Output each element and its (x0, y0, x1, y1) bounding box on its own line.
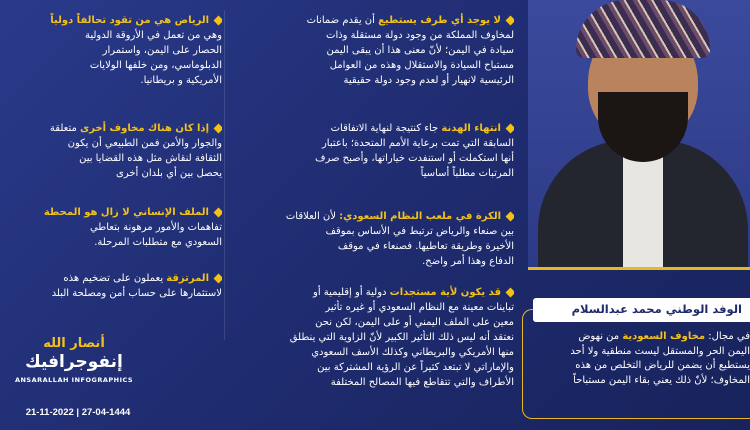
highlight-text: لا يوجد أي طرف يستطيع (378, 15, 501, 26)
publication-date: 21-11-2022 | 27-04-1444 (25, 407, 131, 418)
point-line (0, 121, 222, 136)
quote-line (530, 345, 750, 360)
point-item (234, 121, 514, 181)
point-line (234, 151, 514, 166)
speaker-name-banner: الوفد الوطني محمد عبدالسلام (533, 298, 750, 322)
point-line (234, 345, 514, 360)
point-line (234, 43, 514, 58)
point-item (234, 209, 514, 269)
bullet-icon (214, 207, 222, 217)
point-item (0, 13, 222, 88)
highlight-text: الكرة في ملعب النظام السعودي: (339, 211, 501, 222)
column-divider (224, 10, 225, 340)
point-line (234, 136, 514, 151)
point-line (0, 166, 222, 181)
point-line (0, 205, 222, 220)
body-text: في مجال: (705, 331, 750, 342)
point-line (0, 235, 222, 250)
point-line (234, 224, 514, 239)
highlight-text: المرتزقة (166, 273, 209, 284)
body-text: أن يقدم ضمانات (306, 15, 379, 26)
point-line (234, 330, 514, 345)
body-text: تفاهمات والأمور مرهونة بتعاطي (89, 222, 222, 233)
bullet-icon (506, 211, 514, 221)
quote-line (530, 359, 750, 374)
body-text: الحصار على اليمن، واستمرار (102, 45, 222, 56)
point-line (234, 254, 514, 269)
body-text: الدبلوماسي، ومن خلفها الولايات (89, 60, 222, 71)
body-text: والإماراتي لا تبتعد كثيراً عن الرؤية المشتركة بين (317, 362, 514, 373)
point-line (0, 220, 222, 235)
point-line (234, 375, 514, 390)
point-line (234, 360, 514, 375)
photo-frame (528, 0, 750, 270)
highlight-text: مخاوف السعودية (622, 331, 706, 342)
point-line (0, 286, 222, 301)
point-line (234, 121, 514, 136)
point-line (234, 166, 514, 181)
body-text: الأمريكية و بريطانيا. (140, 75, 222, 86)
point-line (0, 43, 222, 58)
point-item (0, 121, 222, 181)
bullet-icon (214, 15, 222, 25)
body-text: نعتقد أنه ليس ذلك التأثير الكبير لأنّ الزاوية التي ينطلق (289, 332, 514, 343)
point-line (234, 239, 514, 254)
body-text: لأن العلاقات (285, 211, 340, 222)
point-line (234, 285, 514, 300)
body-text: بين صنعاء والرياض ترتبط في الأساس بموقف (325, 226, 514, 237)
point-line (0, 58, 222, 73)
body-text: مستباح السيادة والاستقلال وهذه من العوامل (329, 60, 514, 71)
body-text: يعملون على تضخيم هذه (63, 273, 167, 284)
point-line (234, 209, 514, 224)
body-text: من نهوض (578, 331, 623, 342)
body-text: منها الأمريكي والبريطاني وكذلك الأسف السعودي (311, 347, 514, 358)
bullet-icon (506, 123, 514, 133)
body-text: يحصل بين أي بلدان أخرى (116, 168, 222, 179)
bullet-icon (214, 273, 222, 283)
body-text: سيادة في اليمن؛ لأنّ معنى هذا أن يبقى اليمن (326, 45, 514, 56)
body-text: والجوار والأمن فمن الطبيعي أن يكون (67, 138, 222, 149)
body-text: الدفاع وهذا أمر واضح. (422, 256, 514, 267)
point-line (234, 73, 514, 88)
highlight-text: الرياض هي من تقود تحالفاً دولياً (50, 15, 209, 26)
body-text: دولية أو إقليمية أو (312, 287, 390, 298)
logo-line-1: أنصار الله (43, 336, 105, 351)
body-text: الثقافة لنقاش مثل هذه القضايا بين (79, 153, 222, 164)
body-text: لمخاوف المملكة من وجود دولة مستقلة وذات (326, 30, 514, 41)
body-text: معين على الملف اليمني أو على اليمن، لكن نحن (315, 317, 514, 328)
bullet-icon (506, 287, 514, 297)
body-text: اليمن الحر والمستقل ليست منطقية ولا أحد (570, 345, 750, 357)
point-line (234, 28, 514, 43)
point-item (234, 13, 514, 88)
point-line (0, 13, 222, 28)
point-line (0, 271, 222, 286)
body-text: تباينات معينة مع النظام السعودي أو غيره تأثير (325, 302, 514, 313)
highlight-text: إذا كان هناك مخاوف أخرى (80, 123, 209, 134)
point-line (0, 151, 222, 166)
point-line (234, 13, 514, 28)
point-line (0, 136, 222, 151)
body-text: الرئيسية لانهيار أو لعدم وجود دولة حقيقية (343, 75, 514, 86)
body-text: يستطيع أن يضمن للرياض التخلص من هذه (575, 360, 750, 371)
quote-line (530, 374, 750, 389)
body-text: وهي من تعمل في الأروقة الدولية (85, 30, 222, 41)
highlight-text: انتهاء الهدنة (441, 123, 501, 134)
body-text: السعودي مع متطلبات المرحلة. (94, 237, 222, 248)
highlight-text: الملف الإنساني لا زال هو المحطة (43, 207, 209, 218)
point-item (0, 205, 222, 250)
body-text: المخاوف؛ لأنّ ذلك يعني بقاء اليمن مستباحاً (573, 374, 750, 386)
body-text: متعلقة (49, 123, 81, 134)
point-line (234, 315, 514, 330)
point-line (0, 73, 222, 88)
quote-text (530, 330, 750, 388)
point-item (0, 271, 222, 301)
point-line (0, 28, 222, 43)
bullet-icon (506, 15, 514, 25)
point-line (234, 58, 514, 73)
logo-english: ANSARALLAH INFOGRAPHICS (14, 376, 134, 384)
point-item (234, 285, 514, 390)
quote-line (530, 330, 750, 345)
bullet-icon (214, 123, 222, 133)
body-text: الأطراف والتي تتقاطع فيها المصالح المختلفة (330, 377, 514, 388)
body-text: أنها استكملت أو استنفدت خياراتها، وأصبح صرف (315, 153, 514, 164)
highlight-text: قد يكون لأية مستجدات (389, 287, 501, 298)
logo-line-2: إنفوجرافيك (25, 352, 123, 372)
body-text: السابقة التي تمت برعاية الأمم المتحدة؛ باعتبار (321, 138, 514, 149)
point-line (234, 300, 514, 315)
body-text: الأخيرة وطريقة تعاطيها. فصنعاء في موقف (337, 241, 514, 252)
body-text: لاستثمارها على حساب أمن ومصلحة البلد (51, 288, 222, 299)
body-text: جاء كنتيجة لنهاية الاتفاقات (330, 123, 442, 134)
ansarallah-logo (14, 336, 134, 396)
body-text: المرتبات مطلباً أساسياً (420, 168, 514, 179)
